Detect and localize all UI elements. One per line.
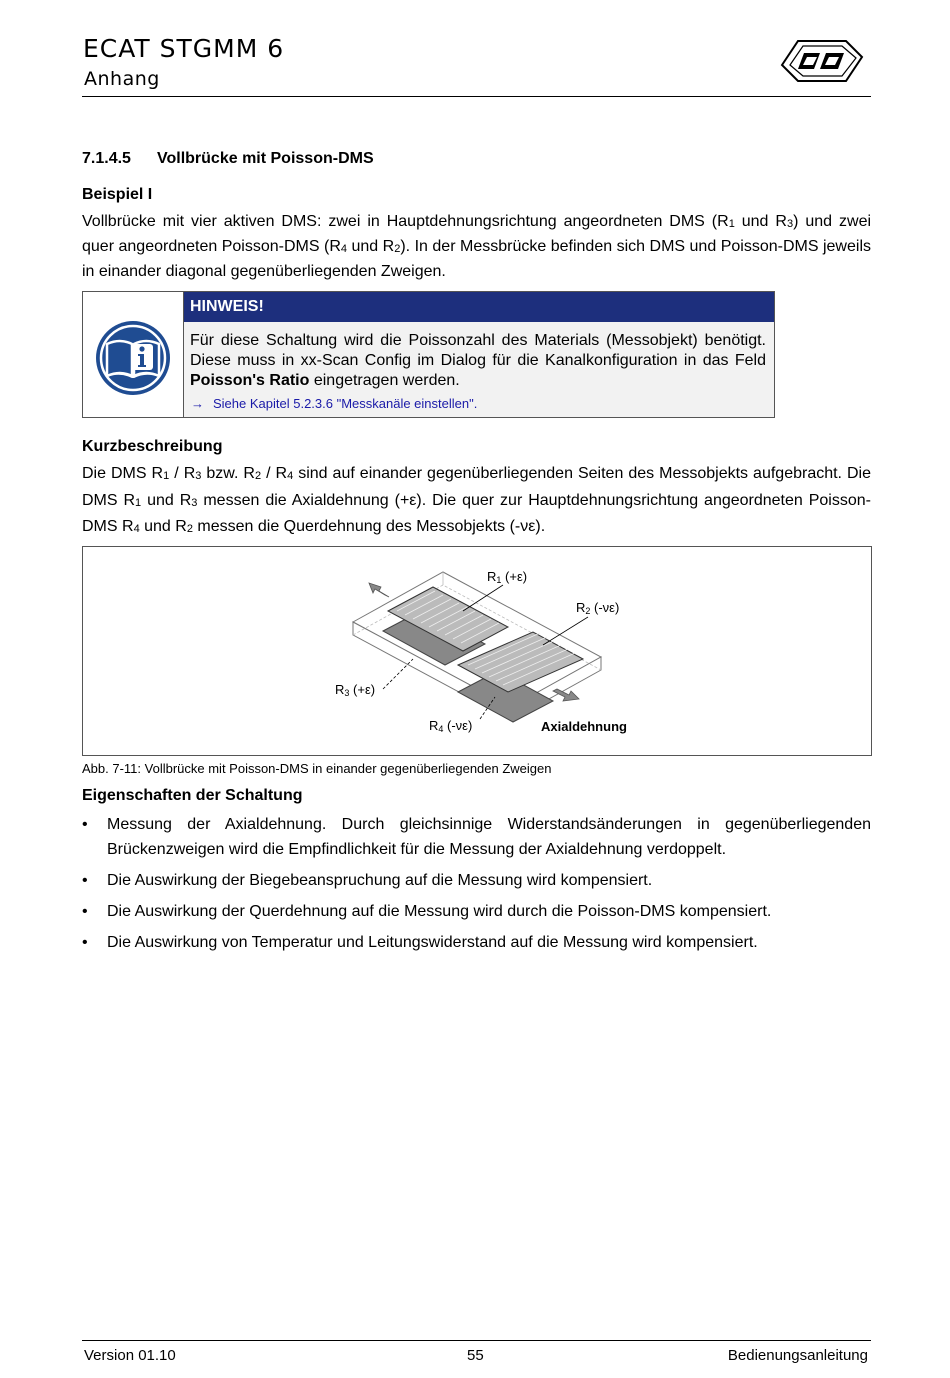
example-heading: Beispiel I <box>82 186 153 203</box>
figure-caption: Abb. 7-11: Vollbrücke mit Poisson-DMS in einander gegenüberliegenden Zweigen <box>82 761 552 776</box>
section-heading <box>82 150 374 168</box>
company-logo <box>776 35 868 87</box>
summary-paragraph: Die DMS $R_1 / R_3$ bzw. $R_2 / R_4$ sind auf einander gegenüberliegenden Seiten des Messobjekts aufgebracht. Die DMS $R_1$ und $R_3$ messen die Axialdehnung (+ε). Die quer zur Hauptdehnungsrichtung angeordneten Poisson-DMS $R_4$ und $R_2$ messen die Querdehnung des Messobjekts (-νε). <box>82 465 872 535</box>
summary-heading: Kurzbeschreibung <box>82 438 223 455</box>
list-item: • Die Auswirkung von Temperatur und Leitungswiderstand auf die Messung wird kompensiert. <box>82 934 758 951</box>
bridge-diagram <box>83 547 871 755</box>
footer-divider <box>82 1340 871 1341</box>
figure-frame <box>82 546 872 756</box>
section-title: Vollbrücke mit Poisson-DMS <box>157 150 374 167</box>
document-title: ECAT STGMM 6 <box>83 34 285 63</box>
notice-box <box>82 291 775 418</box>
document-subtitle: Anhang <box>84 68 160 90</box>
page-number: 55 <box>467 1347 484 1364</box>
info-book-icon <box>95 320 171 396</box>
example-paragraph: Vollbrücke mit vier aktiven DMS: zwei in Hauptdehnungsrichtung angeordneten DMS ($R_1$ und $R_3$) und zwei quer angeordneten Poisson-DMS ($R_4$ und $R_2$). In der Messbrücke befinden sich DMS und Poisson-DMS jeweils in einander diagonal gegenüberliegenden Zweigen. <box>82 213 872 280</box>
section-number: 7.1.4.5 <box>82 150 131 167</box>
label-r2: R2 (-νε) <box>576 600 620 616</box>
header-divider <box>82 96 871 97</box>
label-r4: R4 (-νε) <box>429 718 473 734</box>
label-r1: R1 (+ε) <box>487 569 528 585</box>
notice-heading: HINWEIS! <box>184 292 774 322</box>
list-item: • Messung der Axialdehnung. Durch gleichsinnige Widerstandsänderungen in gegenüberliegenden Brückenzweigen wird die Empfindlichkeit für die Messung der Axialdehnung verdoppelt. <box>82 816 871 858</box>
footer-doc-type: Bedienungsanleitung <box>727 1347 868 1364</box>
axial-arrow-left <box>369 583 389 597</box>
notice-icon-cell <box>83 292 184 417</box>
notice-cross-reference[interactable] <box>190 396 766 412</box>
label-r3: R3 (+ε) <box>335 682 376 698</box>
properties-heading: Eigenschaften der Schaltung <box>82 787 303 804</box>
arrow-right-icon: → <box>191 396 204 411</box>
list-item: • Die Auswirkung der Querdehnung auf die Messung wird durch die Poisson-DMS kompensiert. <box>82 903 772 920</box>
label-axial: Axialdehnung <box>541 719 627 734</box>
notice-link-text[interactable]: Siehe Kapitel 5.2.3.6 "Messkanäle einstellen". <box>213 396 478 411</box>
properties-list <box>82 812 871 961</box>
footer-version: Version 01.10 <box>84 1347 176 1364</box>
notice-field-name: Poisson's Ratio <box>190 372 310 389</box>
notice-body: Für diese Schaltung wird die Poissonzahl des Materials (Messobjekt) benötigt. Diese muss in xx-Scan Config im Dialog für die Kanalkonfiguration in das Feld Poisson's Ratio eingetragen werden. → Siehe Kapitel 5.2.3.6 "Messkanäle einstellen". <box>184 322 774 417</box>
list-item: • Die Auswirkung der Biegebeanspruchung auf die Messung wird kompensiert. <box>82 872 653 889</box>
